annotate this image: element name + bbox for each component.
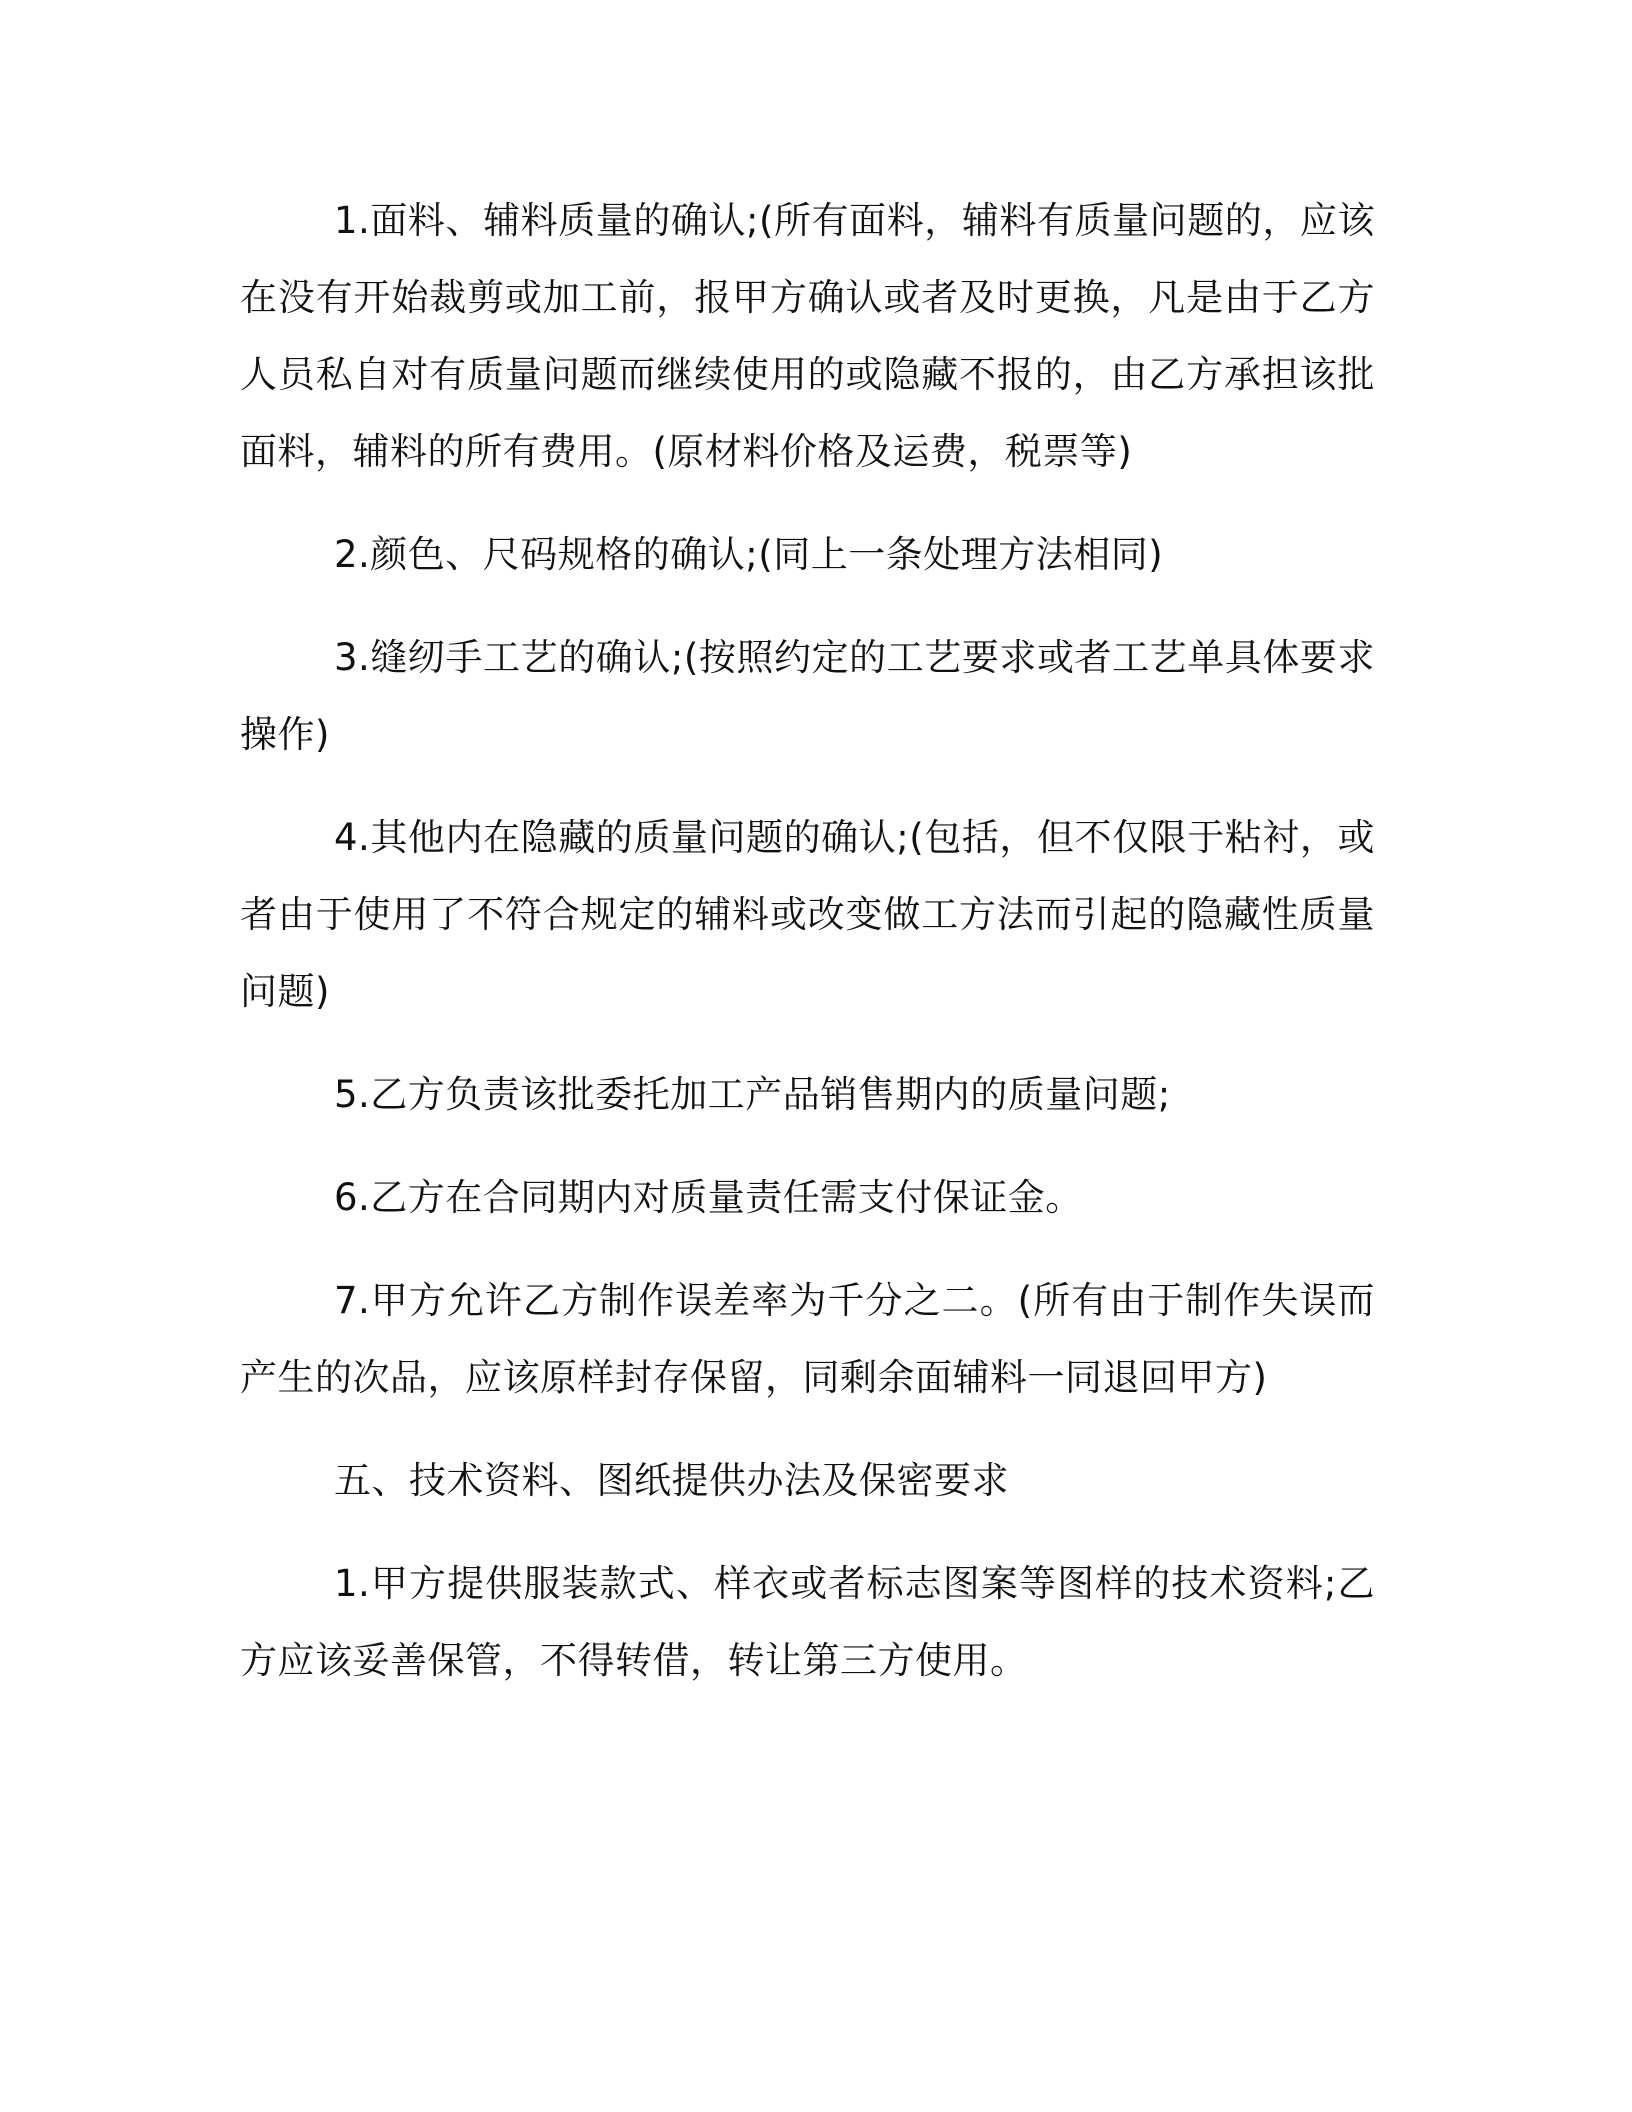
paragraph-hidden-quality: 4.其他内在隐藏的质量问题的确认;(包括，但不仅限于粘衬，或者由于使用了不符合规定的辅料或改变做工方法而引起的隐藏性质量问题) xyxy=(240,816,1375,1013)
paragraph-sewing-craft: 3.缝纫手工艺的确认;(按照约定的工艺要求或者工艺单具体要求操作) xyxy=(240,636,1375,756)
paragraph-deposit: 6.乙方在合同期内对质量责任需支付保证金。 xyxy=(334,1176,1083,1219)
document-body xyxy=(240,182,1375,1725)
paragraph-sales-period-quality: 5.乙方负责该批委托加工产品销售期内的质量问题; xyxy=(334,1073,1171,1116)
section-heading-technical-materials: 五、技术资料、图纸提供办法及保密要求 xyxy=(334,1459,1009,1502)
paragraph-error-rate: 7.甲方允许乙方制作误差率为千分之二。(所有由于制作失误而产生的次品，应该原样封存保留，同剩余面辅料一同退回甲方) xyxy=(240,1279,1375,1399)
paragraph-color-size: 2.颜色、尺码规格的确认;(同上一条处理方法相同) xyxy=(334,533,1164,576)
paragraph-technical-materials: 1.甲方提供服装款式、样衣或者标志图案等图样的技术资料;乙方应该妥善保管，不得转借，转让第三方使用。 xyxy=(240,1562,1375,1682)
paragraph-fabric-quality: 1.面料、辅料质量的确认;(所有面料，辅料有质量问题的，应该在没有开始裁剪或加工前，报甲方确认或者及时更换，凡是由于乙方人员私自对有质量问题而继续使用的或隐藏不报的，由乙方承担该批面料，辅料的所有费用。(原材料价格及运费，税票等) xyxy=(240,199,1375,473)
